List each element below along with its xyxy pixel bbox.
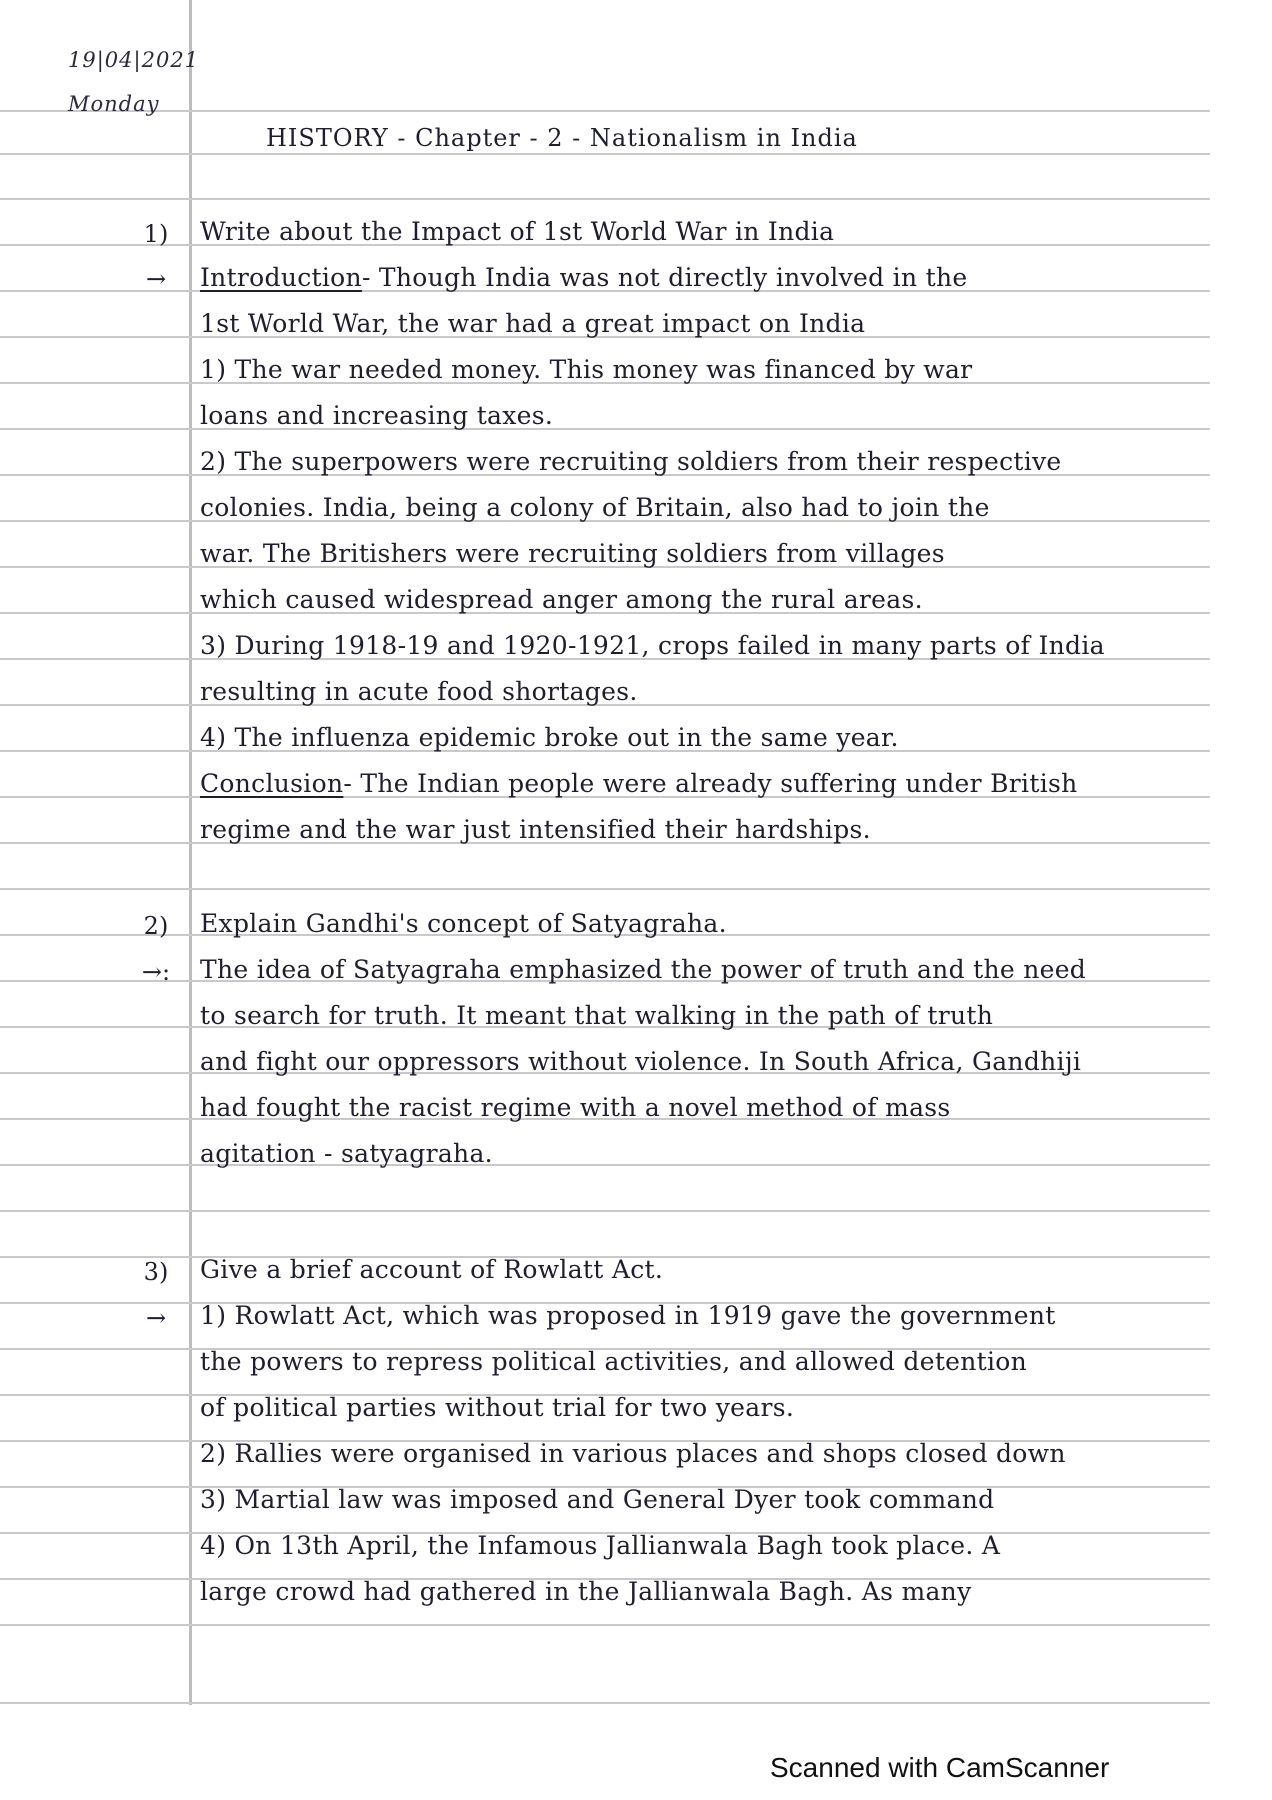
- answer-marker-3: →: [145, 1304, 167, 1332]
- text-line: colonies. India, being a colony of Britain, also had to join the: [200, 493, 990, 522]
- ruled-line: [0, 110, 1210, 112]
- text-line: large crowd had gathered in the Jallianwala Bagh. As many: [200, 1577, 972, 1606]
- ruled-line: [0, 153, 1210, 155]
- text-line: war. The Britishers were recruiting soldiers from villages: [200, 539, 945, 568]
- text-line: regime and the war just intensified their hardships.: [200, 815, 871, 844]
- text-line: had fought the racist regime with a novel method of mass: [200, 1093, 951, 1122]
- ruled-line: [0, 198, 1210, 200]
- text-line: 1) The war needed money. This money was financed by war: [200, 355, 973, 384]
- scanner-watermark: Scanned with CamScanner: [770, 1752, 1110, 1783]
- text-line: which caused widespread anger among the rural areas.: [200, 585, 923, 614]
- question-marker-1: 1): [143, 220, 169, 248]
- ruled-line: [0, 1210, 1210, 1212]
- text-line: 1) Rowlatt Act, which was proposed in 1919 gave the government: [200, 1301, 1056, 1330]
- page-title: HISTORY - Chapter - 2 - Nationalism in India: [266, 124, 858, 152]
- text-line: Give a brief account of Rowlatt Act.: [200, 1255, 664, 1284]
- text-line: 4) On 13th April, the Infamous Jallianwala Bagh took place. A: [200, 1531, 1001, 1560]
- text-line: to search for truth. It meant that walking in the path of truth: [200, 1001, 994, 1030]
- text-line: 3) During 1918-19 and 1920-1921, crops failed in many parts of India: [200, 631, 1105, 660]
- margin-line: [189, 0, 192, 1705]
- text-line: 4) The influenza epidemic broke out in the same year.: [200, 723, 899, 752]
- text-line: and fight our oppressors without violence. In South Africa, Gandhiji: [200, 1047, 1082, 1076]
- text-line: resulting in acute food shortages.: [200, 677, 638, 706]
- text-line: of political parties without trial for two years.: [200, 1393, 795, 1422]
- text-line: Conclusion - The Indian people were already suffering under British: [200, 769, 1078, 798]
- introduction-label: Introduction: [200, 263, 362, 292]
- text-line: Write about the Impact of 1st World War in India: [200, 217, 835, 246]
- ruled-line: [0, 1702, 1210, 1704]
- date: 19|04|2021: [68, 48, 200, 72]
- day: Monday: [68, 92, 160, 116]
- text-line: 1st World War, the war had a great impact on India: [200, 309, 866, 338]
- text-line: 2) Rallies were organised in various places and shops closed down: [200, 1439, 1066, 1468]
- question-marker-3: 3): [143, 1258, 169, 1286]
- text-line: loans and increasing taxes.: [200, 401, 554, 430]
- text-line: the powers to repress political activities, and allowed detention: [200, 1347, 1028, 1376]
- answer-marker-1: →: [145, 265, 167, 293]
- question-marker-2: 2): [143, 912, 169, 940]
- conclusion-label: Conclusion: [200, 769, 344, 798]
- text-line: Introduction - Though India was not directly involved in the: [200, 263, 968, 292]
- ruled-line: [0, 888, 1210, 890]
- text-line: 2) The superpowers were recruiting soldiers from their respective: [200, 447, 1062, 476]
- text-line: The idea of Satyagraha emphasized the power of truth and the need: [200, 955, 1087, 984]
- text-line: 3) Martial law was imposed and General Dyer took command: [200, 1485, 995, 1514]
- ruled-line: [0, 1624, 1210, 1626]
- text-line: Explain Gandhi's concept of Satyagraha.: [200, 909, 727, 938]
- answer-marker-2: →:: [141, 958, 171, 986]
- text-line: agitation - satyagraha.: [200, 1139, 493, 1168]
